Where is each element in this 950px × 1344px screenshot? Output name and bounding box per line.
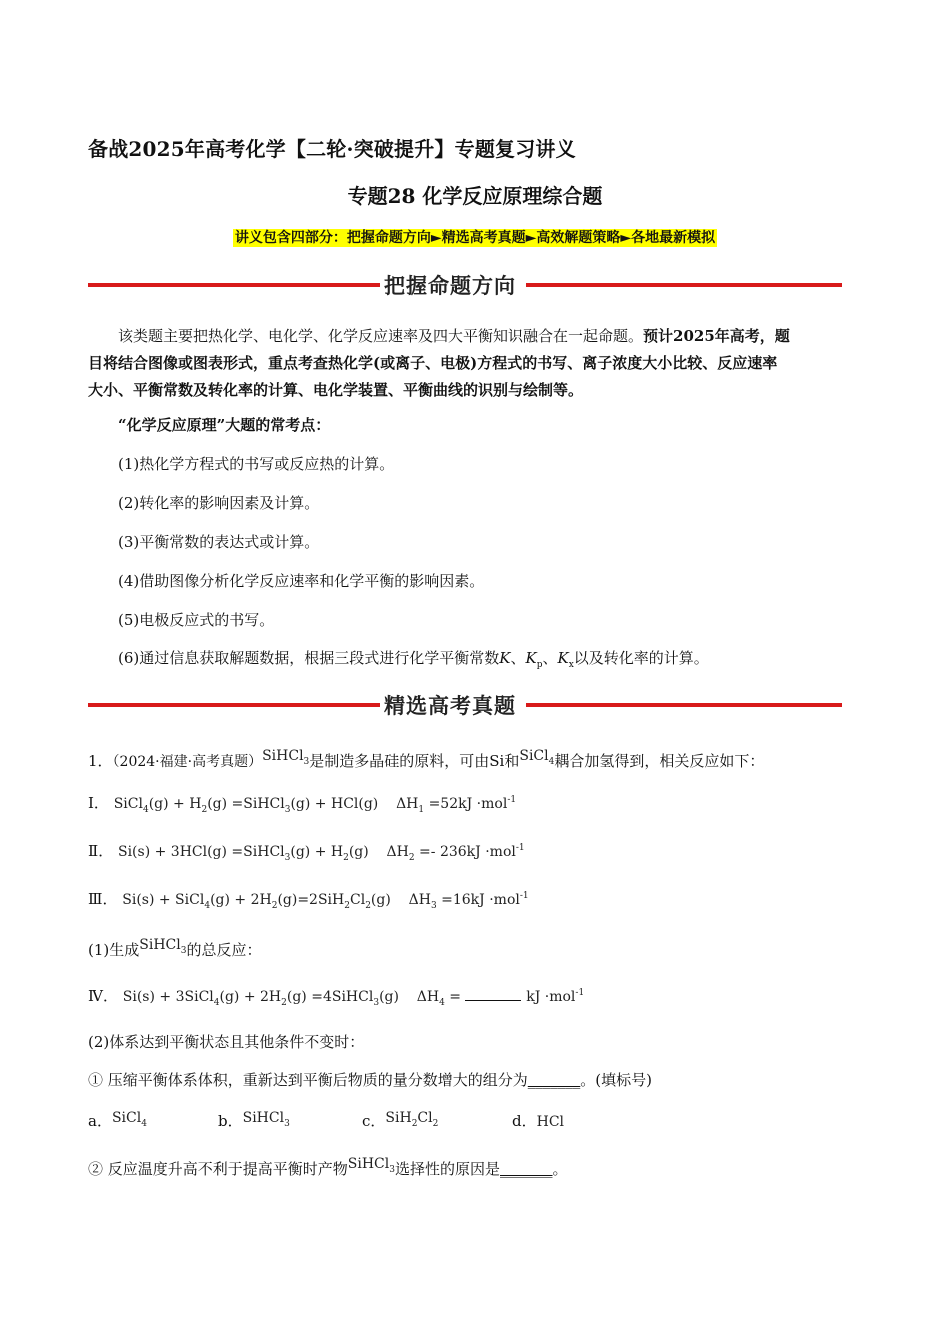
symbol-kp: K bbox=[525, 649, 537, 667]
sub-question-text: 。(填标号) bbox=[580, 1071, 652, 1089]
question-number: 1． bbox=[88, 752, 113, 770]
reaction-equation: Si(s) + 3HCl(g) =SiHCl$_3$(g) + $H_2(g)$ $\Delta H_2$ bbox=[117, 844, 415, 863]
red-rule-right bbox=[526, 283, 842, 287]
unit-exponent: -1 bbox=[515, 843, 525, 853]
symbol-k: K bbox=[499, 649, 511, 667]
point-item: (2)转化率的影响因素及计算。 bbox=[118, 494, 320, 512]
part-text: (1)生成 bbox=[88, 941, 140, 959]
question-source: （2024·福建·高考真题） bbox=[112, 754, 263, 770]
reaction-label: Ⅳ． bbox=[88, 987, 118, 1005]
sub-question-text: 。 bbox=[552, 1160, 568, 1178]
reaction-4 bbox=[88, 985, 584, 1008]
part2-text: (2)体系达到平衡状态且其他条件不变时： bbox=[88, 1033, 365, 1051]
answer-blank[interactable]: _______ bbox=[500, 1160, 553, 1178]
separator: 、 bbox=[510, 649, 526, 667]
part1-text bbox=[88, 937, 261, 960]
formula-sicl4: SiCl$_4$ bbox=[519, 748, 555, 767]
option-formula: SiCl$_4$ bbox=[111, 1110, 147, 1129]
point-item: (5)电极反应式的书写。 bbox=[118, 611, 275, 629]
reaction-label: Ⅰ． bbox=[88, 794, 109, 812]
point-item: (4)借助图像分析化学反应速率和化学平衡的影响因素。 bbox=[118, 572, 485, 590]
formula-sihcl3: SiHCl$_3$ bbox=[347, 1156, 395, 1175]
point-item: (3)平衡常数的表达式或计算。 bbox=[118, 533, 320, 551]
reaction-label: Ⅱ． bbox=[88, 842, 114, 860]
section-heading: 精选高考真题 bbox=[384, 694, 516, 718]
intro-plain-text: 该类题主要把热化学、电化学、化学反应速率及四大平衡知识融合在一起命题。 bbox=[118, 327, 644, 345]
red-rule-left bbox=[88, 703, 380, 707]
reaction-1 bbox=[88, 792, 516, 815]
sub-question-text: 选择性的原因是 bbox=[394, 1160, 500, 1178]
red-rule-right bbox=[526, 703, 842, 707]
option-formula: HCl bbox=[536, 1114, 565, 1130]
point6-text: (6)通过信息获取解题数据，根据三段式进行化学平衡常数 bbox=[118, 649, 500, 667]
section-header-exams bbox=[88, 690, 842, 720]
option-b bbox=[218, 1110, 290, 1131]
option-formula: SiHCl$_3$ bbox=[242, 1110, 290, 1129]
sub-question-text: ② 反应温度升高不利于提高平衡时产物 bbox=[88, 1160, 348, 1178]
point-item: (1)热化学方程式的书写或反应热的计算。 bbox=[118, 455, 395, 473]
unit-exponent: -1 bbox=[507, 795, 517, 805]
reaction-3 bbox=[88, 888, 529, 911]
enthalpy-value: =52kJ ·mol bbox=[428, 796, 508, 812]
reaction-label: Ⅲ． bbox=[88, 890, 118, 908]
intro-bold-text: 预计2025年高考，题 bbox=[643, 327, 790, 345]
option-label: d． bbox=[512, 1112, 537, 1130]
question-stem bbox=[88, 748, 764, 771]
section-heading: 把握命题方向 bbox=[384, 274, 516, 298]
highlight-banner bbox=[0, 227, 950, 247]
answer-blank[interactable]: _______ bbox=[527, 1071, 581, 1089]
answer-blank[interactable] bbox=[465, 986, 521, 1001]
question-text: 耦合加氢得到，相关反应如下： bbox=[554, 752, 765, 770]
intro-bold-text: 目将结合图像或图表形式，重点考查热化学(或离子、电极)方程式的书写、离子浓度大小比较、反应速率 bbox=[88, 354, 778, 372]
banner-text: 讲义包含四部分：把握命题方向►精选高考真题►高效解题策略►各地最新模拟 bbox=[234, 230, 716, 246]
enthalpy-unit: kJ ·mol bbox=[526, 989, 576, 1005]
reaction-2 bbox=[88, 840, 525, 863]
separator: 、 bbox=[542, 649, 558, 667]
document-subtitle: 专题28 化学反应原理综合题 bbox=[347, 184, 603, 208]
reaction-equation: SiCl$_4$(g) + $H_2(g)$ =SiHCl$_3$(g) + HCl(g) $\Delta H_1$ bbox=[113, 796, 425, 815]
reaction-equation: Si(s) + SiCl$_4$(g) + $2H_2(g)=2SiH_2Cl_2(g)$ $\Delta H_3$ bbox=[122, 892, 437, 911]
sub-question-2 bbox=[88, 1156, 568, 1179]
option-label: a． bbox=[88, 1112, 112, 1130]
formula-sihcl3: SiHCl$_3$ bbox=[139, 937, 187, 956]
option-formula: $SiH_2Cl_2$ bbox=[385, 1110, 439, 1129]
sub-question-1 bbox=[88, 1069, 652, 1090]
enthalpy-value: =16kJ ·mol bbox=[441, 892, 520, 908]
option-label: c． bbox=[362, 1112, 386, 1130]
point6-text: 以及转化率的计算。 bbox=[573, 649, 709, 667]
intro-paragraph bbox=[88, 323, 866, 404]
subscript-p: p bbox=[536, 660, 543, 670]
subscript-x: x bbox=[568, 660, 574, 670]
enthalpy-value: =- 236kJ ·mol bbox=[419, 844, 516, 860]
option-d bbox=[512, 1110, 564, 1131]
unit-exponent: -1 bbox=[575, 988, 585, 998]
points-title: “化学反应原理”大题的常考点： bbox=[118, 416, 331, 434]
intro-bold-text: 大小、平衡常数及转化率的计算、电化学装置、平衡曲线的识别与绘制等。 bbox=[88, 381, 584, 399]
option-c bbox=[362, 1110, 438, 1131]
reaction-equation: Si(s) + 3SiCl$_4$(g) + $2H_2(g)$ =4SiHCl$_3$(g) $\Delta H_4$ = bbox=[122, 989, 466, 1008]
section-header-direction bbox=[88, 270, 842, 300]
option-a bbox=[88, 1110, 147, 1131]
question-text: 是制造多晶硅的原料，可由Si和 bbox=[309, 752, 520, 770]
part-text: 的总反应： bbox=[186, 941, 262, 959]
sub-question-text: ① 压缩平衡体系体积，重新达到平衡后物质的量分数增大的组分为 bbox=[88, 1071, 528, 1089]
option-label: b． bbox=[218, 1112, 243, 1130]
formula-sihcl3: SiHCl$_3$ bbox=[262, 748, 310, 767]
symbol-kx: K bbox=[557, 649, 569, 667]
point-item bbox=[118, 647, 709, 670]
red-rule-left bbox=[88, 283, 380, 287]
unit-exponent: -1 bbox=[519, 891, 529, 901]
document-title: 备战2025年高考化学【二轮·突破提升】专题复习讲义 bbox=[88, 137, 576, 161]
